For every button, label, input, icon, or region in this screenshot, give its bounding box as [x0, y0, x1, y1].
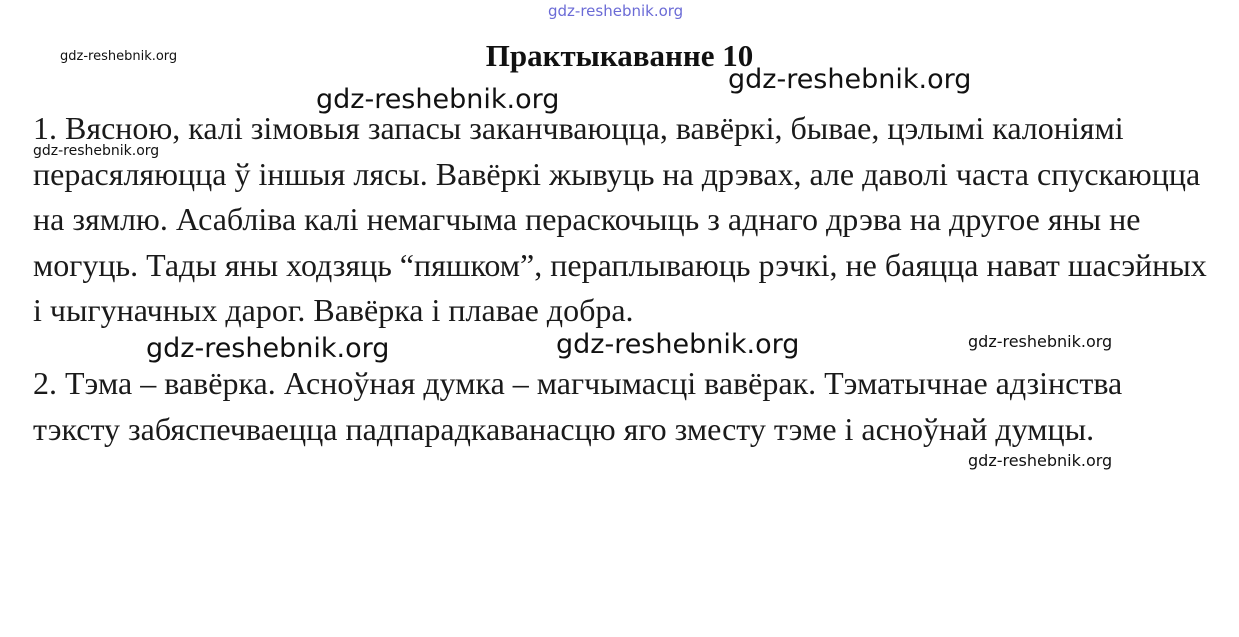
watermark-top: gdz-reshebnik.org: [548, 2, 684, 20]
page-title: Практыкаванне 10: [485, 38, 754, 73]
watermark-left-mid: gdz-reshebnik.org: [33, 143, 160, 159]
paragraph-1: 1. Вясною, калі зімовыя запасы заканчваюцца, вавёркі, бывае, цэлымі калоніямі перасяляюцца ў іншыя лясы. Вавёркі жывуць на дрэвах, але даволі часта спускаюцца на зямлю. Асабліва калі немагчыма пераскочыць з аднаго дрэва на другое яны не могуць. Тады яны ходзяць “пяшком”, пераплываюць рэчкі, не баяцца нават шасэйных і чыгуначных дарог. Вавёрка і плавае добра.: [33, 110, 1207, 328]
watermark-left-top: gdz-reshebnik.org: [60, 49, 178, 64]
watermark-right-mid: gdz-reshebnik.org: [968, 332, 1113, 351]
watermark-right-bottom: gdz-reshebnik.org: [968, 451, 1113, 470]
watermark-center-bottom: gdz-reshebnik.org: [556, 329, 800, 360]
paragraph-2: 2. Тэма – вавёрка. Асноўная думка – магчымасці вавёрак. Тэматычнае адзінства тэксту забяспечваецца падпарадкаванасцю яго зместу тэме і асноўнай думцы.: [33, 365, 1123, 447]
watermark-left-bottom: gdz-reshebnik.org: [146, 333, 390, 364]
watermark-right-top: gdz-reshebnik.org: [728, 64, 972, 95]
watermark-center-top: gdz-reshebnik.org: [316, 84, 560, 115]
